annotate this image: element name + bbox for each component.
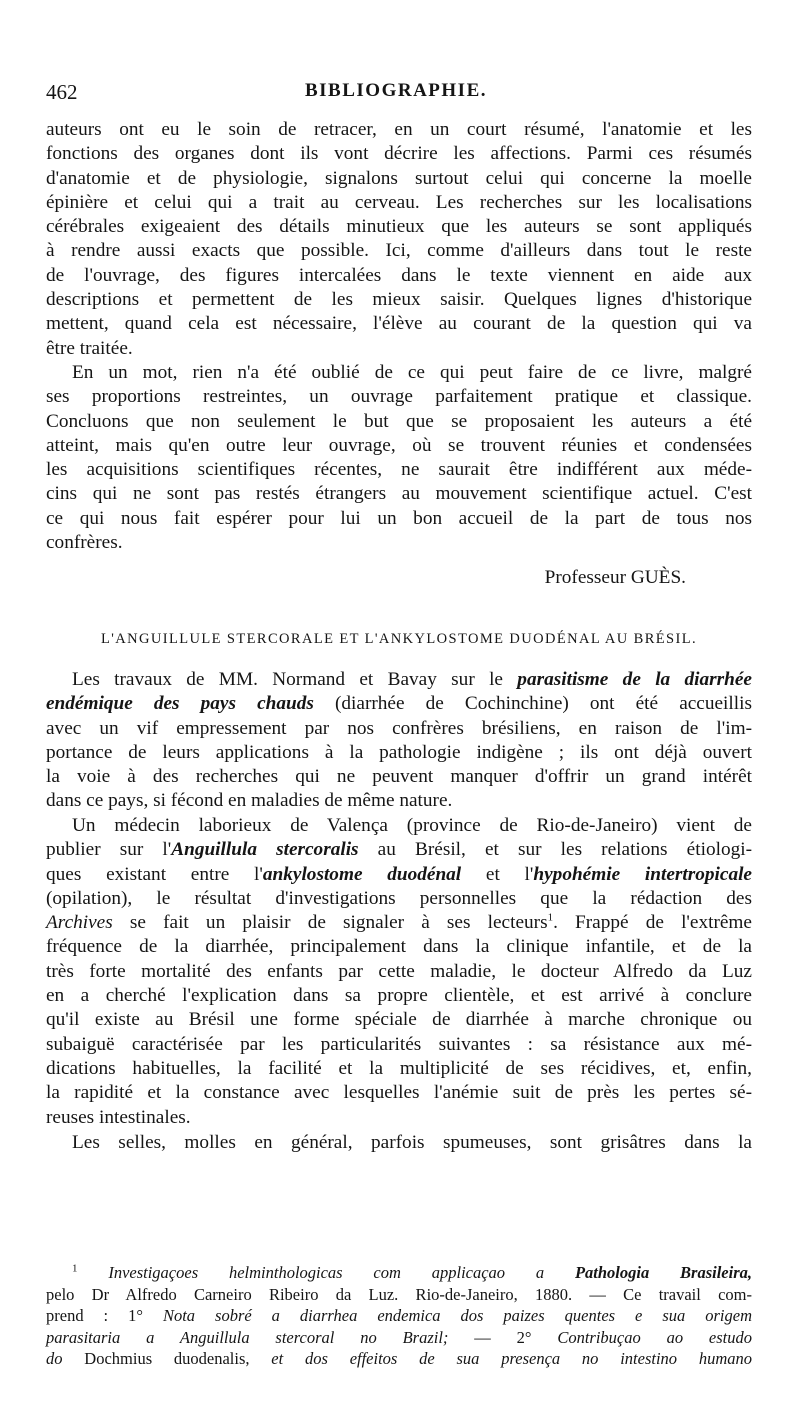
text-line: à rendre aussi exacts que possible. Ici, comme d'ailleurs dans tout le reste bbox=[46, 240, 752, 262]
text-line: reuses intestinales. bbox=[46, 1106, 191, 1128]
footnote-line bbox=[46, 1327, 752, 1349]
text-line: confrères. bbox=[46, 532, 123, 554]
text-run: et l' bbox=[461, 863, 534, 885]
text-run: Les travaux de MM. Normand et Bavay sur le bbox=[72, 669, 518, 690]
text-line: fonctions des organes dont ils vont décrire les affections. Parmi ces résumés bbox=[46, 143, 752, 165]
text-line: (opilation), le résultat d'investigations personnelles que la rédaction des bbox=[46, 887, 752, 909]
page-header bbox=[46, 80, 746, 112]
text-line bbox=[46, 692, 752, 716]
text-line bbox=[46, 863, 752, 887]
text-run: (diarrhée de Cochinchine) ont été accueillis bbox=[313, 693, 752, 715]
paragraph-normand-bavay bbox=[46, 668, 752, 814]
text-line: Un médecin laborieux de Valença (province de Rio-de-Janeiro) vient de bbox=[72, 815, 752, 836]
text-line: portance de leurs applications à la pathologie indigène ; ils ont déjà ouvert bbox=[46, 741, 752, 763]
footnote-line: pelo Dr Alfredo Carneiro Ribeiro da Luz. Rio-de-Janeiro, 1880. — Ce travail com- bbox=[46, 1284, 752, 1304]
text-line: cérébrales exigeaient des détails minutieux que les auteurs se sont appliqués bbox=[46, 216, 752, 238]
species-name-run: Anguillula stercoralis bbox=[171, 839, 359, 861]
text-line: très forte mortalité des enfants par cette maladie, le docteur Alfredo da Luz bbox=[46, 960, 752, 982]
text-run: publier sur l' bbox=[46, 839, 172, 861]
text-line bbox=[46, 668, 752, 692]
footnote-line bbox=[46, 1305, 752, 1327]
text-line: subaiguë caractérisée par les particularités suivantes : sa résistance aux mé- bbox=[46, 1033, 752, 1055]
book-title-run: endémique des pays chauds bbox=[46, 693, 314, 715]
paragraph-anatomy-summary bbox=[46, 118, 752, 361]
text-line bbox=[46, 838, 752, 862]
text-run: — 2° bbox=[448, 1327, 558, 1347]
text-line: cins qui ne sont pas restés étrangers au mouvement scientifique actuel. C'est bbox=[46, 483, 752, 505]
text-line: les acquisitions scientifiques récentes, ne saurait être indifférent aux méde- bbox=[46, 459, 752, 481]
text-run: Investigaçoes helminthologicas com applicaçao a bbox=[108, 1263, 575, 1282]
text-line: auteurs ont eu le soin de retracer, en un court résumé, l'anatomie et les bbox=[46, 119, 752, 140]
text-run: et dos effeitos de sua presença no intestino humano bbox=[271, 1349, 752, 1368]
section-heading: L'ANGUILLULE STERCORALE ET L'ANKYLOSTOME DUODÉNAL AU BRÉSIL. bbox=[100, 631, 698, 647]
footnote-line bbox=[46, 1262, 752, 1284]
paragraph-stools bbox=[46, 1131, 752, 1155]
text-line: mettent, quand cela est nécessaire, l'élève au courant de la question qui va bbox=[46, 313, 752, 335]
text-line: ce qui nous fait espérer pour lui un bon accueil de la part de tous nos bbox=[46, 507, 752, 529]
page-number: 462 bbox=[46, 80, 78, 104]
species-name-run: ankylostome duodénal bbox=[262, 863, 462, 885]
text-line: ses proportions restreintes, un ouvrage parfaitement pratique et classique. bbox=[46, 386, 752, 408]
disease-name-run: hypohémie intertropicale bbox=[533, 863, 752, 885]
footnote-marker: 1 bbox=[72, 1262, 78, 1275]
text-line: être traitée. bbox=[46, 337, 133, 359]
text-line: dans ce pays, si fécond en maladies de même nature. bbox=[46, 790, 453, 812]
text-line: Les selles, molles en général, parfois spumeuses, sont grisâtres dans la bbox=[72, 1132, 752, 1153]
text-line: de l'ouvrage, des figures intercalées dans le texte viennent en aide aux bbox=[46, 264, 752, 286]
text-run: Pathologia Brasileira, bbox=[574, 1263, 753, 1282]
text-run: Contribuçao ao estudo bbox=[557, 1327, 753, 1347]
text-line: Concluons que non seulement le but que se proposaient les auteurs a été bbox=[46, 410, 752, 432]
text-line: descriptions et permettent de les mieux saisir. Quelques lignes d'historique bbox=[46, 289, 752, 311]
text-run: prend : 1° bbox=[46, 1306, 163, 1325]
review-signature: Professeur GUÈS. bbox=[544, 567, 686, 588]
text-line: en a cherché l'explication dans sa propre clientèle, et est arrivé à conclure bbox=[46, 985, 752, 1007]
paragraph-conclusion bbox=[46, 361, 752, 555]
running-title: BIBLIOGRAPHIE. bbox=[304, 80, 487, 101]
text-run: se fait un plaisir de signaler à ses lecteurs bbox=[112, 912, 548, 934]
text-run: au Brésil, et sur les relations étiologi- bbox=[358, 839, 753, 861]
text-line: épinière et celui qui a trait au cerveau. Les recherches sur les localisations bbox=[46, 191, 752, 213]
footnote-line bbox=[46, 1348, 752, 1370]
journal-name-run: Archives bbox=[46, 912, 113, 934]
book-title-run: parasitisme de la diarrhée bbox=[517, 669, 752, 690]
paragraph-alfredo-da-luz bbox=[46, 814, 752, 1130]
text-line: la voie à des recherches qui ne peuvent manquer d'offrir un grand intérêt bbox=[46, 766, 752, 788]
text-line: d'anatomie et de physiologie, signalons surtout celui qui concerne la moelle bbox=[46, 167, 752, 189]
text-line: fréquence de la diarrhée, principalement dans la clinique infantile, et de la bbox=[46, 936, 752, 958]
footnote bbox=[46, 1262, 752, 1370]
text-line: la rapidité et la constance avec lesquelles l'anémie suit de près les pertes sé- bbox=[46, 1082, 752, 1104]
text-line bbox=[46, 911, 752, 935]
text-run: Dochmius duodenalis, bbox=[62, 1349, 272, 1368]
text-run: ques existant entre l' bbox=[46, 863, 263, 885]
text-run: Nota sobré a diarrhea endemica dos paizes quentes e sua origem bbox=[162, 1306, 752, 1325]
text-line: avec un vif empressement par nos confrères brésiliens, en raison de l'im- bbox=[46, 717, 752, 739]
text-line: atteint, mais qu'en outre leur ouvrage, où se trouvent réunies et condensées bbox=[46, 434, 752, 456]
text-run: do bbox=[46, 1349, 63, 1368]
text-line: En un mot, rien n'a été oublié de ce qui peut faire de ce livre, malgré bbox=[72, 362, 752, 383]
text-line: dications habituelles, la facilité et la multiplicité de ses récidives, et, enfin, bbox=[46, 1057, 752, 1079]
text-line: qu'il existe au Brésil une forme spéciale de diarrhée à marche chronique ou bbox=[46, 1009, 752, 1031]
footnote-ref: 1 bbox=[547, 911, 554, 924]
text-run: parasitaria a Anguillula stercoral no Brazil; bbox=[46, 1327, 449, 1347]
text-run: . Frappé de l'extrême bbox=[553, 912, 752, 934]
